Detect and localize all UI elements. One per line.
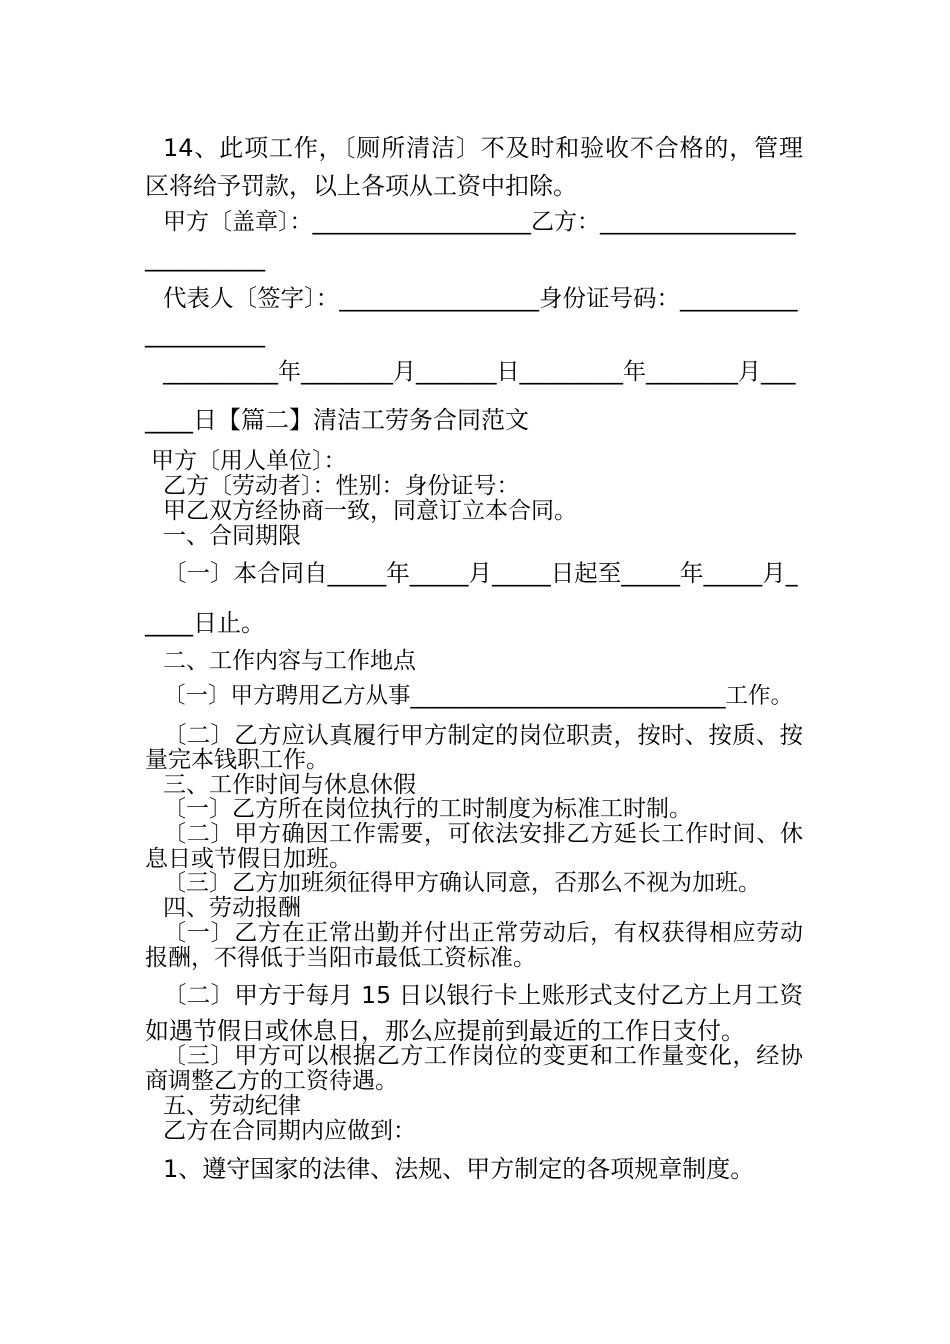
text-line: 报酬，不得低于当阳市最低工资标准。 [145,945,536,971]
text-line: 区将给予罚款，以上各项从工资中扣除。 [145,172,577,200]
text-line: 〔一〕本合同自_____年_____月_____日起至_____年_____月_ [163,559,798,587]
text-line: 量完本钱职工作。 [145,747,329,773]
text-line: __________ [145,244,265,272]
text-line: ____日【篇二】清洁工劳务合同范文 [145,406,529,434]
text-line: 一、合同期限 [163,523,301,549]
text-line: ____日止。 [145,609,265,637]
text-line: 甲方〔用人单位〕： [151,448,347,474]
text-line: __________ [145,320,265,348]
text-line: 息日或节假日加班。 [145,846,352,872]
text-line: 代表人〔签字〕：_________________身份证号码：__________ [163,284,798,312]
text-line: 乙方〔劳动者〕：性别：身份证号： [163,473,520,499]
text-line: __________年________月_______日_________年________月___ [163,359,796,385]
text-line: 甲乙双方经协商一致，同意订立本合同。 [163,498,577,524]
text-line: 1、遵守国家的法律、法规、甲方制定的各项规章制度。 [163,1155,755,1183]
text-line: 四、劳动报酬 [163,895,301,921]
text-line: 14、此项工作，〔厕所清洁〕不及时和验收不合格的，管理 [163,134,803,162]
text-line: 如遇节假日或休息日，那么应提前到最近的工作日支付。 [145,1017,745,1045]
text-line: 〔二〕乙方应认真履行甲方制定的岗位职责，按时、按质、按 [163,721,803,749]
text-line: 甲方〔盖章〕：___________________乙方：_________________ [163,209,796,235]
text-line: 〔三〕乙方加班须征得甲方确认同意，否那么不视为加班。 [163,870,761,896]
text-line: 〔一〕乙方在正常出勤并付出正常劳动后，有权获得相应劳动 [163,920,803,946]
text-line: 〔一〕甲方聘用乙方从事____________________________工作。 [163,683,794,709]
text-line: 乙方在合同期内应做到： [163,1118,416,1144]
text-line: 三、工作时间与休息休假 [163,772,416,798]
text-line: 商调整乙方的工资待遇。 [145,1068,398,1094]
text-line: 五、劳动纪律 [163,1093,301,1119]
text-line: 〔一〕乙方所在岗位执行的工时制度为标准工时制。 [163,796,692,822]
text-line: 二、工作内容与工作地点 [163,648,416,674]
text-line: 〔二〕甲方确因工作需要，可依法安排乙方延长工作时间、休 [163,821,803,847]
text-line: 〔二〕甲方于每月 15 日以银行卡上账形式支付乙方上月工资 [163,981,803,1009]
text-line: 〔三〕甲方可以根据乙方工作岗位的变更和工作量变化，经协 [163,1043,803,1069]
